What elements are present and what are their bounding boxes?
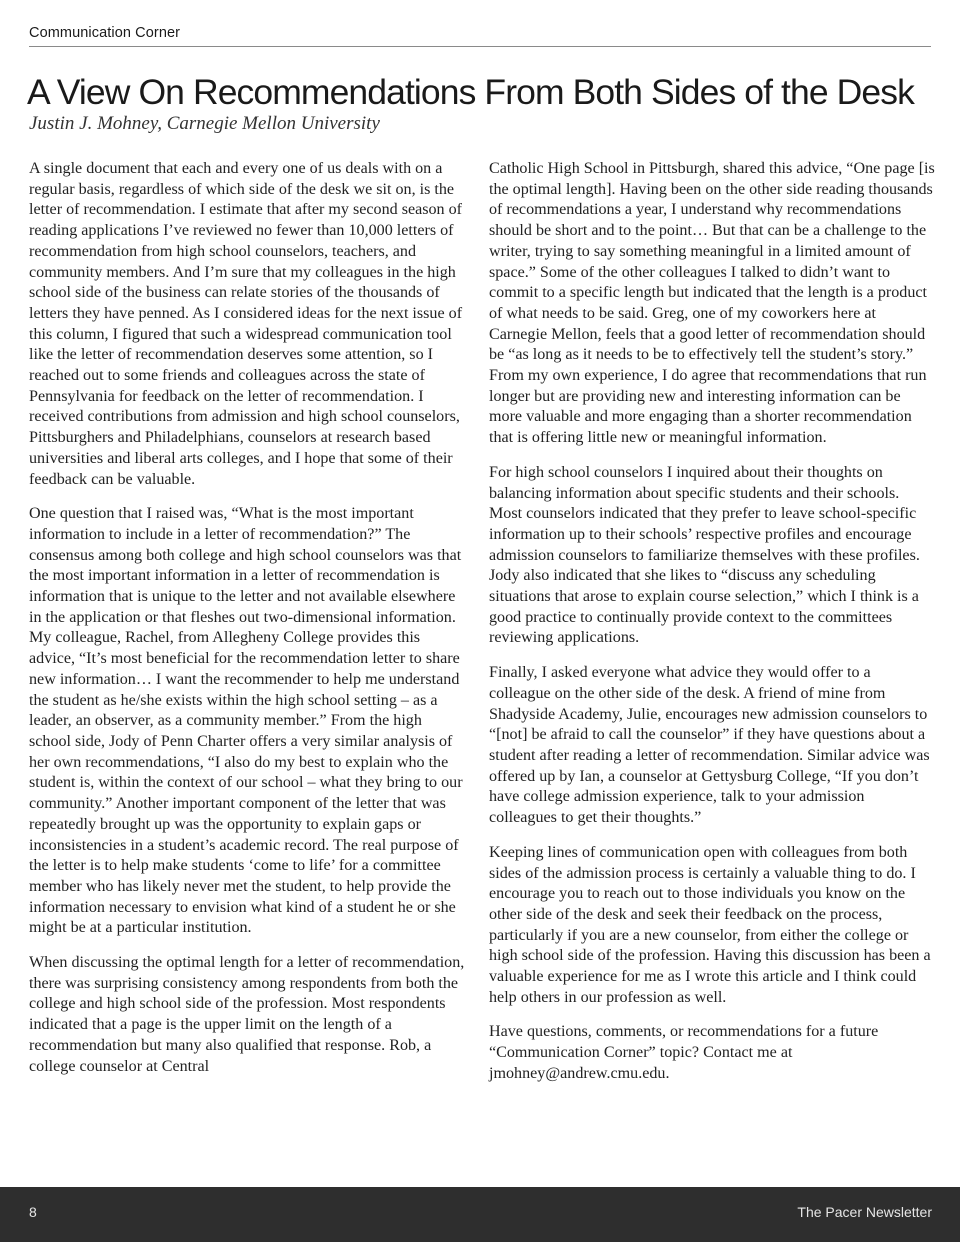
article-column-left xyxy=(29,159,467,1091)
paragraph: When discussing the optimal length for a letter of recommendation, there was surprising consistency among respondents from both the college and high school side of the profession. Most respondents indicated that a page is the upper limit on the length of a recommendation but many also qualified that response. Rob, a college counselor at Central xyxy=(29,954,465,1075)
paragraph: Finally, I asked everyone what advice they would offer to a colleague on the other side of the desk. A friend of mine from Shadyside Academy, Julie, encourages new admission counselors to “[not] be afraid to call the counselor” if they have questions about a student after reading a letter of recommendation. Similar advice was offered up by Ian, a counselor at Gettysburg College, “If you don’t have college admission experience, talk to your admission colleagues to get their thoughts.” xyxy=(489,664,930,827)
article-column-right xyxy=(489,159,935,1099)
newsletter-name: The Pacer Newsletter xyxy=(797,1204,932,1220)
article-title: A View On Recommendations From Both Sides of the Desk xyxy=(27,72,914,112)
paragraph: One question that I raised was, “What is the most important information to include in a letter of recommendation?” The consensus among both college and high school counselors was that the most important information in a letter of recommendation is information that is unique to the letter and not available elsewhere in the application or that fleshes out two-dimensional information. My colleague, Rachel, from Allegheny College provides this advice, “It’s most beneficial for the recommendation letter to share new information… I want the recommender to help me understand the student as he/she exists within the high school setting – as a leader, an observer, as a community member.” From the high school side, Jody of Penn Charter offers a very similar analysis of her own recommendations, “I also do my best to explain who the student is, within the context of our school – what they bring to our community.” Another important component of the letter that was repeatedly brought up was the opportunity to explain gaps or inconsistencies in a student’s academic record. The real purpose of the letter is to help make students ‘come to life’ for a committee member who has likely never met the student, to help provide the information necessary to envision what kind of a student he or she might be at a particular institution. xyxy=(29,505,463,937)
paragraph: A single document that each and every one of us deals with on a regular basis, regardless of which side of the desk we sit on, is the letter of recommendation. I estimate that after my second season of reading applications I’ve reviewed no fewer than 10,000 letters of recommendation from high school counselors, teachers, and community members. And I’m sure that my colleagues in the high school side of the business can relate stories of the thousands of letters they have penned. As I considered ideas for the next issue of this column, I figured that such a widespread communication tool like the letter of recommendation deserves some attention, so I reached out to some friends and colleagues across the state of Pennsylvania for feedback on the letter of recommendation. I received contributions from admission and high school counselors, Pittsburghers and Philadelphians, counselors at research based universities and liberal arts colleges, and I hope that some of their feedback can be valuable. xyxy=(29,160,463,488)
section-label: Communication Corner xyxy=(29,25,181,41)
paragraph: Keeping lines of communication open with colleagues from both sides of the admission process is certainly a valuable thing to do. I encourage you to reach out to those individuals you know on the other side of the desk and seek their feedback on the process, particularly if you are a new counselor, from either the college or high school side of the profession. Having this discussion has been a valuable experience for me as I wrote this article and I think could help others in our profession as well. xyxy=(489,843,931,1006)
page-number: 8 xyxy=(29,1204,37,1220)
article-byline: Justin J. Mohney, Carnegie Mellon University xyxy=(29,113,380,134)
paragraph: For high school counselors I inquired about their thoughts on balancing information about specific students and their schools. Most counselors indicated that they prefer to leave school-specific information up to their schools’ respective profiles and encourage admission counselors to familiarize themselves with these profiles. Jody also indicated that she likes to “discuss any scheduling situations that arose to explain course selection,” which I think is a good practice to continually provide context to the committees reviewing applications. xyxy=(489,463,920,647)
paragraph: Have questions, comments, or recommendations for a future “Communication Corner” topic? Contact me at jmohney@andrew.cmu.edu. xyxy=(489,1023,879,1082)
page-footer xyxy=(0,1187,960,1242)
paragraph: Catholic High School in Pittsburgh, shared this advice, “One page [is the optimal length]. Having been on the other side reading thousands of recommendations a year, I understand why recommendations should be short and to the point… But that can be a challenge to the writer, trying to say something meaningful in a limited amount of space.” Some of the other colleagues I talked to didn’t want to commit to a specific length but indicated that the length is a product of what needs to be said. Greg, one of my coworkers here at Carnegie Mellon, feels that a good letter of recommendation should be “as long as it needs to be to effectively tell the student’s story.” From my own experience, I do agree that recommendations that run longer but are providing new and interesting information can be more valuable and more engaging than a shorter recommendation that is offering little new or meaningful information. xyxy=(489,160,935,447)
header-divider xyxy=(29,46,931,47)
